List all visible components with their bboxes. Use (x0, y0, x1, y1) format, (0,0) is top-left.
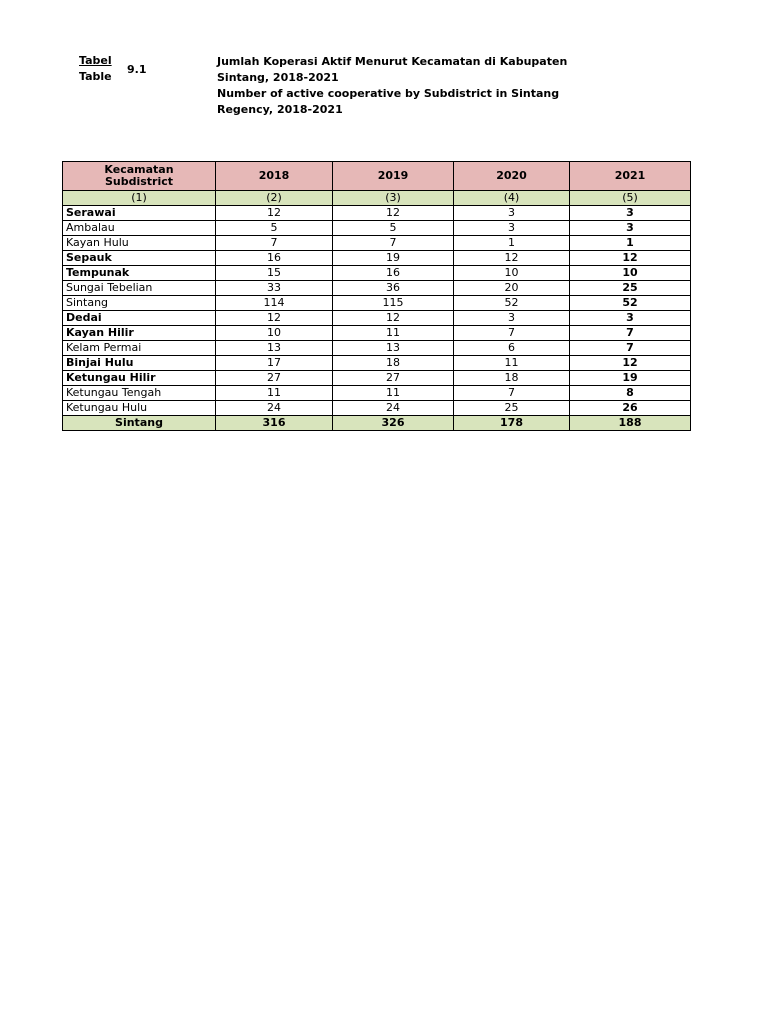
value-cell: 7 (570, 326, 691, 341)
value-cell: 5 (333, 221, 454, 236)
value-cell: 1 (454, 236, 570, 251)
value-cell: 5 (216, 221, 333, 236)
cooperative-table (62, 161, 691, 431)
table-row (63, 326, 691, 341)
subdistrict-name: Tempunak (63, 266, 216, 281)
subdistrict-name: Ketungau Hulu (63, 401, 216, 416)
value-cell: 12 (216, 311, 333, 326)
value-cell: 17 (216, 356, 333, 371)
column-number: (4) (454, 191, 570, 206)
value-cell: 114 (216, 296, 333, 311)
subdistrict-name: Ketungau Hilir (63, 371, 216, 386)
value-cell: 10 (454, 266, 570, 281)
subdistrict-name: Sungai Tebelian (63, 281, 216, 296)
title-line-1: Jumlah Koperasi Aktif Menurut Kecamatan di Kabupaten (217, 55, 568, 68)
header-year: 2018 (216, 162, 333, 191)
value-cell: 11 (333, 386, 454, 401)
value-cell: 15 (216, 266, 333, 281)
value-cell: 19 (333, 251, 454, 266)
subdistrict-name: Serawai (63, 206, 216, 221)
value-cell: 12 (570, 356, 691, 371)
table-number: 9.1 (127, 63, 147, 76)
table-row (63, 206, 691, 221)
value-cell: 11 (216, 386, 333, 401)
table-row (63, 281, 691, 296)
subdistrict-name: Binjai Hulu (63, 356, 216, 371)
table-header-row (63, 162, 691, 191)
tabel-label: Tabel (79, 54, 112, 67)
column-number-row (63, 191, 691, 206)
value-cell: 7 (216, 236, 333, 251)
total-value: 316 (216, 416, 333, 431)
value-cell: 24 (333, 401, 454, 416)
value-cell: 25 (454, 401, 570, 416)
value-cell: 13 (333, 341, 454, 356)
value-cell: 13 (216, 341, 333, 356)
value-cell: 8 (570, 386, 691, 401)
title-line-2: Sintang, 2018-2021 (217, 71, 339, 84)
value-cell: 6 (454, 341, 570, 356)
header-year: 2020 (454, 162, 570, 191)
total-value: 178 (454, 416, 570, 431)
table-row (63, 266, 691, 281)
table-row (63, 386, 691, 401)
value-cell: 3 (454, 311, 570, 326)
value-cell: 27 (333, 371, 454, 386)
table-title (217, 54, 567, 118)
value-cell: 7 (454, 386, 570, 401)
value-cell: 3 (454, 206, 570, 221)
subdistrict-name: Ketungau Tengah (63, 386, 216, 401)
total-label: Sintang (63, 416, 216, 431)
table-caption (79, 54, 719, 124)
value-cell: 3 (570, 206, 691, 221)
value-cell: 3 (570, 221, 691, 236)
subdistrict-name: Kelam Permai (63, 341, 216, 356)
header-subdistrict-en: Subdistrict (104, 175, 174, 188)
value-cell: 12 (454, 251, 570, 266)
header-year: 2021 (570, 162, 691, 191)
value-cell: 3 (570, 311, 691, 326)
value-cell: 24 (216, 401, 333, 416)
header-year: 2019 (333, 162, 454, 191)
value-cell: 11 (454, 356, 570, 371)
value-cell: 3 (454, 221, 570, 236)
header-kecamatan: Kecamatan (104, 163, 174, 176)
value-cell: 18 (454, 371, 570, 386)
value-cell: 7 (333, 236, 454, 251)
value-cell: 12 (570, 251, 691, 266)
total-value: 188 (570, 416, 691, 431)
value-cell: 10 (570, 266, 691, 281)
subdistrict-name: Kayan Hulu (63, 236, 216, 251)
value-cell: 25 (570, 281, 691, 296)
column-number: (5) (570, 191, 691, 206)
total-row (63, 416, 691, 431)
subdistrict-name: Kayan Hilir (63, 326, 216, 341)
title-line-3: Number of active cooperative by Subdistrict in Sintang (217, 87, 560, 100)
table-row (63, 311, 691, 326)
value-cell: 1 (570, 236, 691, 251)
value-cell: 16 (216, 251, 333, 266)
table-label: Table (79, 70, 112, 83)
table-row (63, 356, 691, 371)
value-cell: 12 (333, 311, 454, 326)
column-number: (1) (63, 191, 216, 206)
value-cell: 52 (454, 296, 570, 311)
value-cell: 12 (333, 206, 454, 221)
value-cell: 12 (216, 206, 333, 221)
value-cell: 20 (454, 281, 570, 296)
total-value: 326 (333, 416, 454, 431)
table-row (63, 401, 691, 416)
subdistrict-name: Ambalau (63, 221, 216, 236)
value-cell: 11 (333, 326, 454, 341)
subdistrict-name: Dedai (63, 311, 216, 326)
value-cell: 10 (216, 326, 333, 341)
header-subdistrict (63, 162, 216, 191)
value-cell: 27 (216, 371, 333, 386)
table-row (63, 371, 691, 386)
value-cell: 7 (570, 341, 691, 356)
value-cell: 18 (333, 356, 454, 371)
subdistrict-name: Sepauk (63, 251, 216, 266)
subdistrict-name: Sintang (63, 296, 216, 311)
column-number: (2) (216, 191, 333, 206)
value-cell: 16 (333, 266, 454, 281)
table-row (63, 236, 691, 251)
value-cell: 115 (333, 296, 454, 311)
table-row (63, 251, 691, 266)
column-number: (3) (333, 191, 454, 206)
table-row (63, 341, 691, 356)
value-cell: 52 (570, 296, 691, 311)
value-cell: 19 (570, 371, 691, 386)
table-row (63, 221, 691, 236)
title-line-4: Regency, 2018-2021 (217, 103, 343, 116)
value-cell: 36 (333, 281, 454, 296)
value-cell: 26 (570, 401, 691, 416)
table-row (63, 296, 691, 311)
value-cell: 7 (454, 326, 570, 341)
value-cell: 33 (216, 281, 333, 296)
